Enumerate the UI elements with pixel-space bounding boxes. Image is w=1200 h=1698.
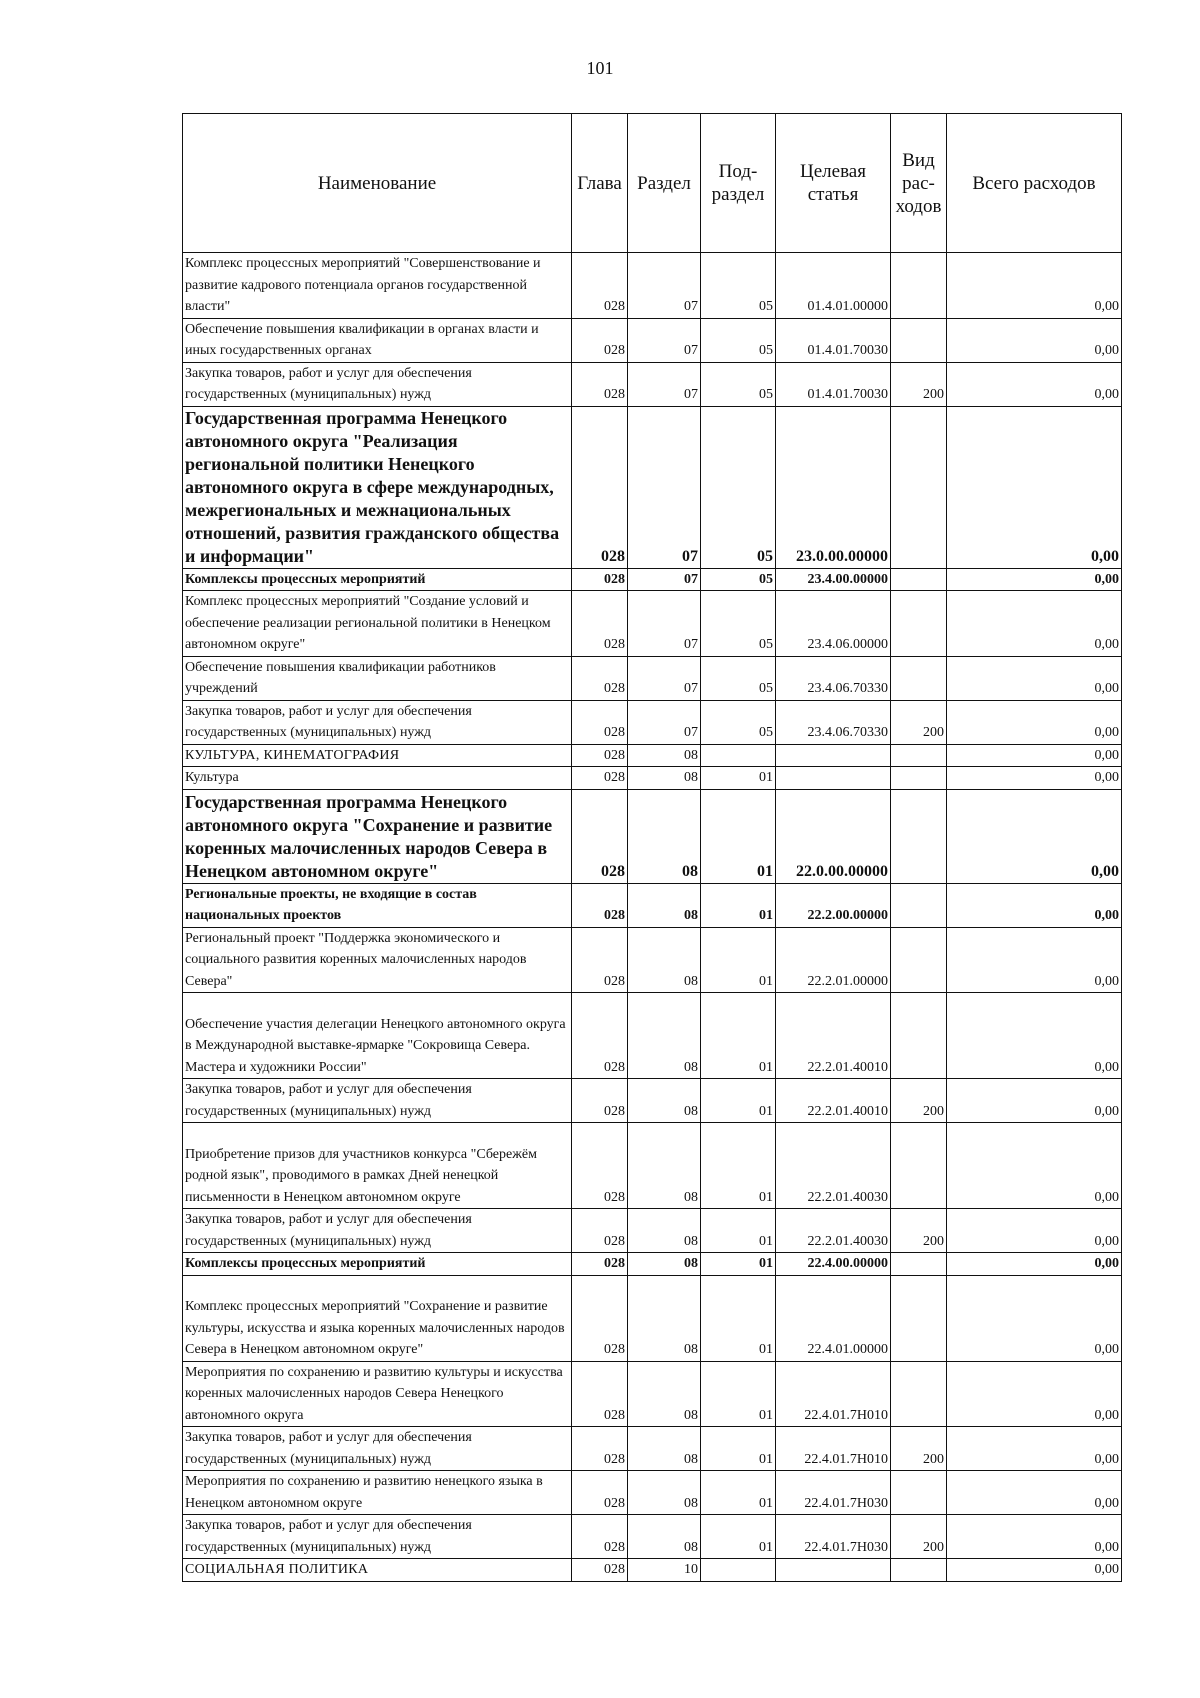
row-expense-type	[891, 767, 947, 790]
row-target: 22.2.01.40010	[776, 993, 891, 1079]
table-row	[183, 700, 1122, 744]
row-target: 22.4.00.00000	[776, 1253, 891, 1276]
row-chapter: 028	[572, 744, 628, 767]
row-total: 0,00	[947, 1079, 1122, 1123]
table-row	[183, 767, 1122, 790]
row-chapter: 028	[572, 406, 628, 568]
row-subsection: 01	[701, 1253, 776, 1276]
row-total: 0,00	[947, 656, 1122, 700]
row-expense-type	[891, 406, 947, 568]
row-total: 0,00	[947, 406, 1122, 568]
row-expense-type	[891, 993, 947, 1079]
table-row	[183, 883, 1122, 927]
row-name: Комплекс процессных мероприятий "Создание условий и обеспечение реализации региональной политики в Ненецком автономном округе"	[183, 591, 572, 657]
row-chapter: 028	[572, 1253, 628, 1276]
row-expense-type: 200	[891, 1427, 947, 1471]
row-subsection: 01	[701, 1123, 776, 1209]
table-row	[183, 1123, 1122, 1209]
row-name: Обеспечение участия делегации Ненецкого автономного округа в Международной выставке-ярмарке "Сокровища Севера. Мастера и художники России"	[183, 993, 572, 1079]
row-chapter: 028	[572, 789, 628, 883]
row-expense-type	[891, 744, 947, 767]
row-expense-type: 200	[891, 1209, 947, 1253]
row-expense-type: 200	[891, 1079, 947, 1123]
row-section: 08	[628, 1079, 701, 1123]
row-target: 22.4.01.00000	[776, 1275, 891, 1361]
row-name: Мероприятия по сохранению и развитию культуры и искусства коренных малочисленных народов Севера Ненецкого автономного округа	[183, 1361, 572, 1427]
header-row	[183, 114, 1122, 253]
row-expense-type	[891, 656, 947, 700]
row-expense-type: 200	[891, 362, 947, 406]
row-expense-type: 200	[891, 1515, 947, 1559]
row-chapter: 028	[572, 591, 628, 657]
row-total: 0,00	[947, 789, 1122, 883]
row-subsection: 01	[701, 927, 776, 993]
row-section: 08	[628, 1471, 701, 1515]
row-name: Государственная программа Ненецкого автономного округа "Реализация региональной политики Ненецкого автономного округа в сфере международных, межрегиональных и межнациональных отношений, развития гражданского общества и информации"	[183, 406, 572, 568]
row-subsection	[701, 744, 776, 767]
row-subsection: 01	[701, 1275, 776, 1361]
row-name: Комплексы процессных мероприятий	[183, 1253, 572, 1276]
row-subsection: 01	[701, 789, 776, 883]
table-row	[183, 1471, 1122, 1515]
table-row	[183, 362, 1122, 406]
table-row	[183, 1209, 1122, 1253]
page-number: 101	[586, 58, 614, 78]
row-target: 23.4.06.00000	[776, 591, 891, 657]
row-subsection: 01	[701, 1471, 776, 1515]
row-section: 08	[628, 789, 701, 883]
table-row	[183, 1079, 1122, 1123]
header-name: Наименование	[183, 114, 572, 253]
row-total: 0,00	[947, 767, 1122, 790]
table-row	[183, 1559, 1122, 1582]
table-row	[183, 1361, 1122, 1427]
row-subsection: 01	[701, 883, 776, 927]
table-row	[183, 406, 1122, 568]
row-name: Закупка товаров, работ и услуг для обеспечения государственных (муниципальных) нужд	[183, 1079, 572, 1123]
row-total: 0,00	[947, 568, 1122, 591]
row-name: СОЦИАЛЬНАЯ ПОЛИТИКА	[183, 1559, 572, 1582]
row-total: 0,00	[947, 1515, 1122, 1559]
row-name: Обеспечение повышения квалификации в органах власти и иных государственных органах	[183, 318, 572, 362]
header-chapter: Глава	[572, 114, 628, 253]
row-target	[776, 744, 891, 767]
row-chapter: 028	[572, 253, 628, 319]
row-expense-type	[891, 568, 947, 591]
row-target: 01.4.01.00000	[776, 253, 891, 319]
row-section: 08	[628, 1427, 701, 1471]
row-name: КУЛЬТУРА, КИНЕМАТОГРАФИЯ	[183, 744, 572, 767]
row-name: Закупка товаров, работ и услуг для обеспечения государственных (муниципальных) нужд	[183, 1209, 572, 1253]
row-total: 0,00	[947, 253, 1122, 319]
table-row	[183, 993, 1122, 1079]
row-name: Комплексы процессных мероприятий	[183, 568, 572, 591]
row-subsection: 01	[701, 1209, 776, 1253]
row-subsection: 05	[701, 568, 776, 591]
table-row	[183, 927, 1122, 993]
row-total: 0,00	[947, 1471, 1122, 1515]
row-chapter: 028	[572, 362, 628, 406]
row-section: 08	[628, 767, 701, 790]
row-expense-type	[891, 1275, 947, 1361]
row-expense-type	[891, 1559, 947, 1582]
row-target: 23.0.00.00000	[776, 406, 891, 568]
row-total: 0,00	[947, 927, 1122, 993]
row-name: Региональный проект "Поддержка экономического и социального развития коренных малочисленных народов Севера"	[183, 927, 572, 993]
row-name: Комплекс процессных мероприятий "Сохранение и развитие культуры, искусства и языка коренных малочисленных народов Севера в Ненецком автономном округе"	[183, 1275, 572, 1361]
row-subsection: 01	[701, 993, 776, 1079]
row-expense-type	[891, 253, 947, 319]
row-target: 23.4.06.70330	[776, 656, 891, 700]
row-section: 07	[628, 656, 701, 700]
row-total: 0,00	[947, 1123, 1122, 1209]
row-target	[776, 1559, 891, 1582]
row-section: 08	[628, 1209, 701, 1253]
row-total: 0,00	[947, 1427, 1122, 1471]
row-section: 07	[628, 362, 701, 406]
row-section: 08	[628, 927, 701, 993]
row-expense-type	[891, 789, 947, 883]
table-row	[183, 591, 1122, 657]
row-expense-type	[891, 1361, 947, 1427]
row-subsection: 01	[701, 767, 776, 790]
row-total: 0,00	[947, 744, 1122, 767]
table-row	[183, 1427, 1122, 1471]
row-target: 23.4.00.00000	[776, 568, 891, 591]
row-section: 08	[628, 1515, 701, 1559]
row-chapter: 028	[572, 927, 628, 993]
row-section: 07	[628, 591, 701, 657]
row-chapter: 028	[572, 767, 628, 790]
row-total: 0,00	[947, 591, 1122, 657]
row-subsection: 05	[701, 318, 776, 362]
header-section: Раздел	[628, 114, 701, 253]
row-subsection: 05	[701, 253, 776, 319]
row-target: 23.4.06.70330	[776, 700, 891, 744]
row-section: 08	[628, 744, 701, 767]
row-chapter: 028	[572, 1515, 628, 1559]
row-name: Приобретение призов для участников конкурса "Сбережём родной язык", проводимого в рамках Дней ненецкой письменности в Ненецком автономном округе	[183, 1123, 572, 1209]
row-section: 08	[628, 1275, 701, 1361]
row-chapter: 028	[572, 883, 628, 927]
row-section: 07	[628, 700, 701, 744]
row-chapter: 028	[572, 656, 628, 700]
header-subsection: Под-раздел	[701, 114, 776, 253]
row-target: 22.4.01.7Н010	[776, 1361, 891, 1427]
row-chapter: 028	[572, 1361, 628, 1427]
row-name: Закупка товаров, работ и услуг для обеспечения государственных (муниципальных) нужд	[183, 700, 572, 744]
row-chapter: 028	[572, 993, 628, 1079]
header-expense-type: Вид рас-ходов	[891, 114, 947, 253]
row-name: Культура	[183, 767, 572, 790]
row-subsection: 05	[701, 406, 776, 568]
row-total: 0,00	[947, 362, 1122, 406]
row-section: 10	[628, 1559, 701, 1582]
row-chapter: 028	[572, 1559, 628, 1582]
row-section: 08	[628, 883, 701, 927]
row-subsection: 01	[701, 1079, 776, 1123]
row-section: 08	[628, 1361, 701, 1427]
row-total: 0,00	[947, 1253, 1122, 1276]
row-name: Региональные проекты, не входящие в состав национальных проектов	[183, 883, 572, 927]
row-subsection: 05	[701, 656, 776, 700]
row-chapter: 028	[572, 1079, 628, 1123]
row-name: Закупка товаров, работ и услуг для обеспечения государственных (муниципальных) нужд	[183, 362, 572, 406]
row-chapter: 028	[572, 700, 628, 744]
row-subsection	[701, 1559, 776, 1582]
row-total: 0,00	[947, 883, 1122, 927]
row-target: 22.4.01.7Н030	[776, 1515, 891, 1559]
row-chapter: 028	[572, 568, 628, 591]
row-chapter: 028	[572, 1275, 628, 1361]
row-chapter: 028	[572, 1209, 628, 1253]
row-total: 0,00	[947, 1209, 1122, 1253]
header-total: Всего расходов	[947, 114, 1122, 253]
row-name: Мероприятия по сохранению и развитию ненецкого языка в Ненецком автономном округе	[183, 1471, 572, 1515]
table-row	[183, 656, 1122, 700]
row-section: 07	[628, 406, 701, 568]
table-row	[183, 318, 1122, 362]
row-chapter: 028	[572, 318, 628, 362]
row-section: 08	[628, 993, 701, 1079]
row-target: 22.2.00.00000	[776, 883, 891, 927]
budget-table	[182, 113, 1122, 1582]
row-total: 0,00	[947, 993, 1122, 1079]
row-target: 22.2.01.00000	[776, 927, 891, 993]
row-section: 08	[628, 1253, 701, 1276]
row-target	[776, 767, 891, 790]
table-row	[183, 1515, 1122, 1559]
row-target: 01.4.01.70030	[776, 318, 891, 362]
row-expense-type	[891, 591, 947, 657]
row-section: 07	[628, 568, 701, 591]
row-name: Закупка товаров, работ и услуг для обеспечения государственных (муниципальных) нужд	[183, 1515, 572, 1559]
row-total: 0,00	[947, 318, 1122, 362]
row-section: 07	[628, 318, 701, 362]
row-target: 22.0.00.00000	[776, 789, 891, 883]
row-chapter: 028	[572, 1471, 628, 1515]
row-section: 08	[628, 1123, 701, 1209]
row-expense-type: 200	[891, 700, 947, 744]
row-expense-type	[891, 1123, 947, 1209]
table-row	[183, 1275, 1122, 1361]
table-row	[183, 744, 1122, 767]
row-total: 0,00	[947, 1361, 1122, 1427]
table-row	[183, 568, 1122, 591]
row-section: 07	[628, 253, 701, 319]
row-target: 22.4.01.7Н010	[776, 1427, 891, 1471]
header-target-item: Целевая статья	[776, 114, 891, 253]
row-name: Комплекс процессных мероприятий "Совершенствование и развитие кадрового потенциала органов государственной власти"	[183, 253, 572, 319]
row-target: 01.4.01.70030	[776, 362, 891, 406]
row-subsection: 05	[701, 700, 776, 744]
row-name: Обеспечение повышения квалификации работников учреждений	[183, 656, 572, 700]
row-total: 0,00	[947, 1275, 1122, 1361]
row-total: 0,00	[947, 1559, 1122, 1582]
row-target: 22.4.01.7Н030	[776, 1471, 891, 1515]
row-subsection: 01	[701, 1515, 776, 1559]
row-expense-type	[891, 318, 947, 362]
row-name: Государственная программа Ненецкого автономного округа "Сохранение и развитие коренных малочисленных народов Севера в Ненецком автономном округе"	[183, 789, 572, 883]
row-total: 0,00	[947, 700, 1122, 744]
table-row	[183, 1253, 1122, 1276]
row-expense-type	[891, 927, 947, 993]
row-chapter: 028	[572, 1123, 628, 1209]
row-target: 22.2.01.40030	[776, 1123, 891, 1209]
row-chapter: 028	[572, 1427, 628, 1471]
row-subsection: 01	[701, 1427, 776, 1471]
row-subsection: 01	[701, 1361, 776, 1427]
row-expense-type	[891, 1253, 947, 1276]
row-expense-type	[891, 1471, 947, 1515]
row-name: Закупка товаров, работ и услуг для обеспечения государственных (муниципальных) нужд	[183, 1427, 572, 1471]
row-expense-type	[891, 883, 947, 927]
table-row	[183, 253, 1122, 319]
row-target: 22.2.01.40010	[776, 1079, 891, 1123]
row-target: 22.2.01.40030	[776, 1209, 891, 1253]
row-subsection: 05	[701, 362, 776, 406]
row-subsection: 05	[701, 591, 776, 657]
table-row	[183, 789, 1122, 883]
